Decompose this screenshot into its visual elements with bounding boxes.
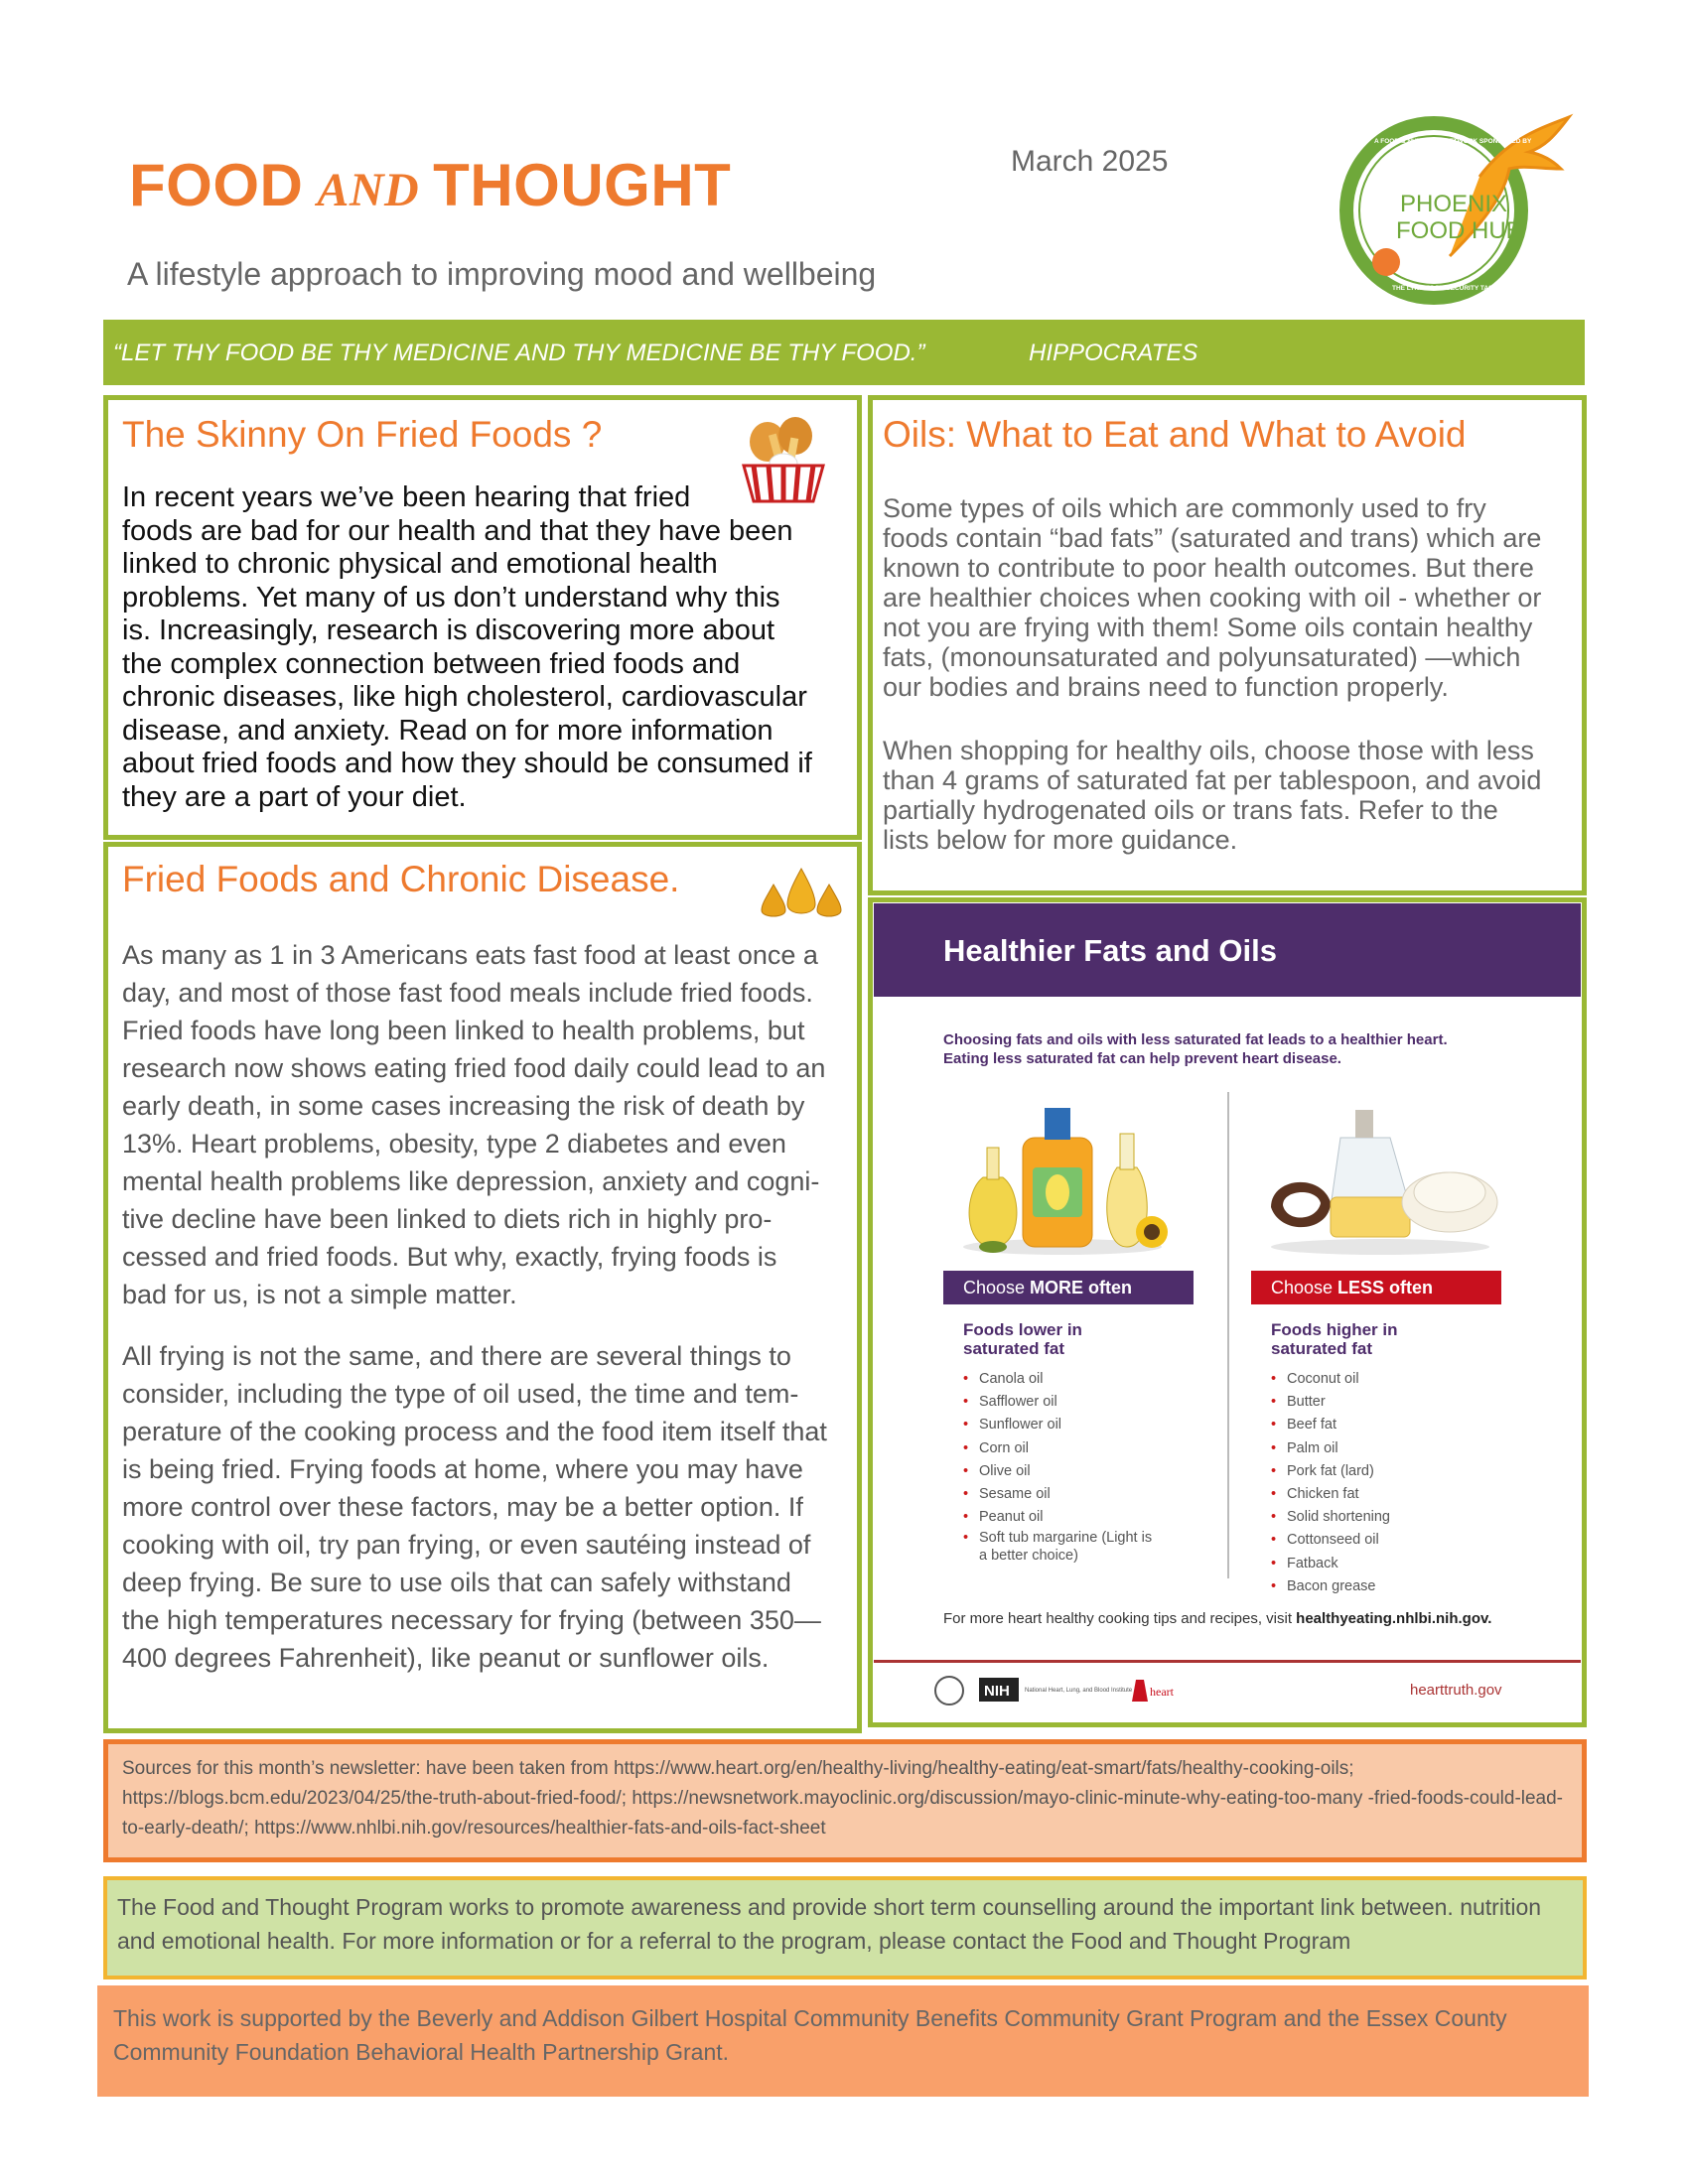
chronic-line: cessed and fried foods. But why, exactly, frying foods is — [122, 1242, 777, 1272]
program-text: The Food and Thought Program works to promote awareness and provide short term counselling around the important link between. nutrition and emotional health. For more information or for a referral to the program, please contact the Food and Thought Program — [117, 1894, 1542, 1954]
chronic-line: bad for us, is not a simple matter. — [122, 1280, 517, 1309]
list-item: • Safflower oil — [963, 1391, 1182, 1414]
logo-top-text: A FOOD & NUTRITION NETWORK SPONSORED BY — [1374, 138, 1532, 145]
oils-heading: Oils: What to Eat and What to Avoid — [883, 414, 1467, 455]
chronic-line: 400 degrees Fahrenheit), like peanut or sunflower oils. — [122, 1643, 770, 1673]
infographic-lead-line: Eating less saturated fat can help prevent heart disease. — [943, 1050, 1341, 1067]
chronic-disease-section — [103, 842, 862, 1733]
chronic-paragraph-1 — [122, 936, 857, 1313]
infographic-header — [874, 903, 1581, 997]
skinny-heading: The Skinny On Fried Foods ? — [122, 414, 603, 455]
chronic-line: tive decline have been linked to diets rich in highly pro- — [122, 1204, 773, 1234]
choose-less-emphasis: LESS often — [1337, 1278, 1434, 1297]
list-item: • Canola oil — [963, 1368, 1182, 1391]
choose-less-chip — [1251, 1271, 1501, 1304]
chronic-line: is being fried. Frying foods at home, where you may have — [122, 1454, 803, 1484]
hearttruth-url[interactable]: hearttruth.gov — [1410, 1682, 1502, 1699]
oil-drops-icon — [754, 865, 849, 924]
list-item: • Cottonseed oil — [1271, 1529, 1489, 1552]
infographic-lead-line: Choosing fats and oils with less saturated fat leads to a healthier heart. — [943, 1031, 1448, 1048]
phoenix-food-hub-logo — [1331, 107, 1585, 314]
skinny-line: problems. Yet many of us don’t understand why this — [122, 581, 780, 614]
support-text: This work is supported by the Beverly and Addison Gilbert Hospital Community Benefits Community Grant Program and the Essex County Community Foundation Behavioral Health Partnership Grant. — [113, 2005, 1507, 2065]
chronic-line: As many as 1 in 3 Americans eats fast food at least once a — [122, 940, 818, 970]
choose-more-chip — [943, 1271, 1194, 1304]
list-item: • Solid shortening — [1271, 1506, 1489, 1529]
oils-line: fats, (monounsaturated and polyunsaturated) —which — [883, 642, 1521, 672]
list-item: • Beef fat — [1271, 1414, 1489, 1436]
oils-line: lists below for more guidance. — [883, 825, 1238, 855]
oils-line: not you are frying with them! Some oils contain healthy — [883, 613, 1533, 642]
skinny-line: foods are bad for our health and that they have been — [122, 514, 793, 547]
oils-paragraph-2 — [883, 736, 1578, 855]
lower-fat-header: Foods lower in saturated fat — [963, 1320, 1082, 1358]
chronic-line: day, and most of those fast food meals include fried foods. — [122, 978, 813, 1008]
oils-paragraph-1 — [883, 493, 1578, 702]
chronic-line: research now shows eating fried food daily could lead to an — [122, 1053, 826, 1083]
quote-text: “LET THY FOOD BE THY MEDICINE AND THY MEDICINE BE THY FOOD.” — [113, 340, 925, 366]
list-item: • Olive oil — [963, 1460, 1182, 1483]
quote-author: HIPPOCRATES — [1029, 340, 1198, 366]
skinny-line: they are a part of your diet. — [122, 780, 467, 813]
choose-more-prefix: Choose — [963, 1278, 1031, 1297]
chronic-line: All frying is not the same, and there are several things to — [122, 1341, 791, 1371]
logo-name-line2: FOOD HUB — [1396, 217, 1522, 244]
nih-label: NIH — [984, 1683, 1010, 1700]
chronic-line: consider, including the type of oil used, the time and tem- — [122, 1379, 799, 1409]
chronic-paragraph-2 — [122, 1337, 857, 1677]
title-thought: THOUGHT — [433, 152, 732, 218]
chronic-line: cooking with oil, try pan frying, or even sautéing instead of — [122, 1530, 811, 1560]
oils-line: partially hydrogenated oils or trans fats. Refer to the — [883, 795, 1498, 825]
chronic-line: more control over these factors, may be a better option. If — [122, 1492, 803, 1522]
oils-line: foods contain “bad fats” (saturated and trans) which are — [883, 523, 1542, 553]
footer-note-text: For more heart healthy cooking tips and recipes, visit — [943, 1610, 1297, 1627]
healthyeating-link[interactable]: healthyeating.nhlbi.nih.gov. — [1296, 1610, 1492, 1627]
list-item: • Soft tub margarine (Light is a better choice) — [963, 1529, 1158, 1565]
skinny-line: In recent years we’ve been hearing that fried — [122, 481, 691, 513]
higher-fat-header: Foods higher in saturated fat — [1271, 1320, 1398, 1358]
nih-subtext: National Heart, Lung, and Blood Institute — [1025, 1688, 1133, 1694]
chronic-line: the high temperatures necessary for frying (between 350— — [122, 1605, 821, 1635]
skinny-line: the complex connection between fried foods and — [122, 647, 741, 680]
program-box — [103, 1876, 1587, 1979]
oils-line: When shopping for healthy oils, choose those with less — [883, 736, 1534, 765]
infographic-title: Healthier Fats and Oils — [943, 933, 1277, 968]
agency-logos — [929, 1672, 1188, 1709]
oils-section — [868, 395, 1587, 895]
support-box — [97, 1985, 1589, 2097]
chronic-line: perature of the cooking process and the food item itself that — [122, 1417, 827, 1446]
chronic-line: early death, in some cases increasing the risk of death by — [122, 1091, 805, 1121]
hhs-seal-icon — [935, 1677, 963, 1705]
lower-fat-list — [963, 1368, 1182, 1565]
logo-bottom-text: THE LYNN FOOD SECURITY TASK FORCE — [1392, 285, 1522, 292]
sources-text: Sources for this month’s newsletter: have been taken from https://www.heart.org/en/healthy-living/healthy-eating/eat-smart/fats/healthy-cooking-oils; https://blogs.bcm.edu/2023/04/25/the-truth-about-fried-food/; https://newsnetwork.mayoclinic.org/discussion/mayo-clinic-minute-why-eating-too-many -fried-foods-could-lead-to-early-death/; https://www.nhlbi.nih.gov/resources/healthier-fats-and-oils-fact-sheet — [122, 1758, 1564, 1839]
oils-line: are healthier choices when cooking with oil - whether or — [883, 583, 1542, 613]
skinny-line: about fried foods and how they should be consumed if — [122, 748, 812, 779]
skinny-line: chronic diseases, like high cholesterol, cardiovascular — [122, 681, 807, 713]
infographic-rule — [874, 1660, 1581, 1663]
chronic-line: 13%. Heart problems, obesity, type 2 diabetes and even — [122, 1129, 786, 1159]
skinny-section — [103, 395, 862, 840]
chronic-line: deep frying. Be sure to use oils that can safely withstand — [122, 1568, 791, 1597]
infographic-lead — [943, 1030, 1539, 1068]
oils-line: known to contribute to poor health outcomes. But there — [883, 553, 1534, 583]
title-food: FOOD — [129, 152, 304, 218]
list-item: • Corn oil — [963, 1437, 1182, 1460]
issue-date: March 2025 — [1011, 145, 1169, 178]
column-divider — [1227, 1092, 1229, 1578]
red-dress-icon — [1132, 1680, 1148, 1702]
chronic-line: Fried foods have long been linked to health problems, but — [122, 1016, 805, 1045]
healthy-oils-illustration — [953, 1098, 1182, 1257]
skinny-line: disease, and anxiety. Read on for more information — [122, 714, 774, 747]
higher-fat-list — [1271, 1368, 1489, 1598]
choose-less-prefix: Choose — [1271, 1278, 1338, 1297]
list-item: • Sesame oil — [963, 1483, 1182, 1506]
skinny-text — [122, 481, 857, 814]
chronic-heading: Fried Foods and Chronic Disease. — [122, 859, 680, 899]
skinny-line: linked to chronic physical and emotional health — [122, 548, 718, 580]
list-item: • Pork fat (lard) — [1271, 1460, 1489, 1483]
heart-truth-label: heart — [1150, 1685, 1174, 1699]
skinny-line: is. Increasingly, research is discovering more about — [122, 614, 775, 646]
quote-banner — [103, 320, 1585, 385]
newsletter-title — [129, 151, 731, 219]
list-item: • Bacon grease — [1271, 1575, 1489, 1598]
logo-name-line1: PHOENIX — [1400, 191, 1508, 217]
list-item: • Fatback — [1271, 1553, 1489, 1575]
sources-box — [103, 1739, 1587, 1862]
list-item: • Butter — [1271, 1391, 1489, 1414]
list-item: • Chicken fat — [1271, 1483, 1489, 1506]
list-item: • Peanut oil — [963, 1506, 1182, 1529]
subtitle: A lifestyle approach to improving mood and wellbeing — [127, 256, 877, 292]
list-item: • Sunflower oil — [963, 1414, 1182, 1436]
infographic-footer-note — [943, 1610, 1491, 1627]
oils-line: than 4 grams of saturated fat per tablespoon, and avoid — [883, 765, 1542, 795]
title-and: AND — [317, 164, 420, 216]
healthier-fats-infographic — [874, 903, 1581, 1717]
chronic-line: mental health problems like depression, anxiety and cogni- — [122, 1166, 820, 1196]
oils-line: our bodies and brains need to function properly. — [883, 672, 1449, 702]
choose-more-emphasis: MORE often — [1030, 1278, 1133, 1297]
oils-line: Some types of oils which are commonly used to fry — [883, 493, 1486, 523]
list-item: • Palm oil — [1271, 1437, 1489, 1460]
list-item: • Coconut oil — [1271, 1368, 1489, 1391]
saturated-fats-illustration — [1261, 1098, 1499, 1257]
